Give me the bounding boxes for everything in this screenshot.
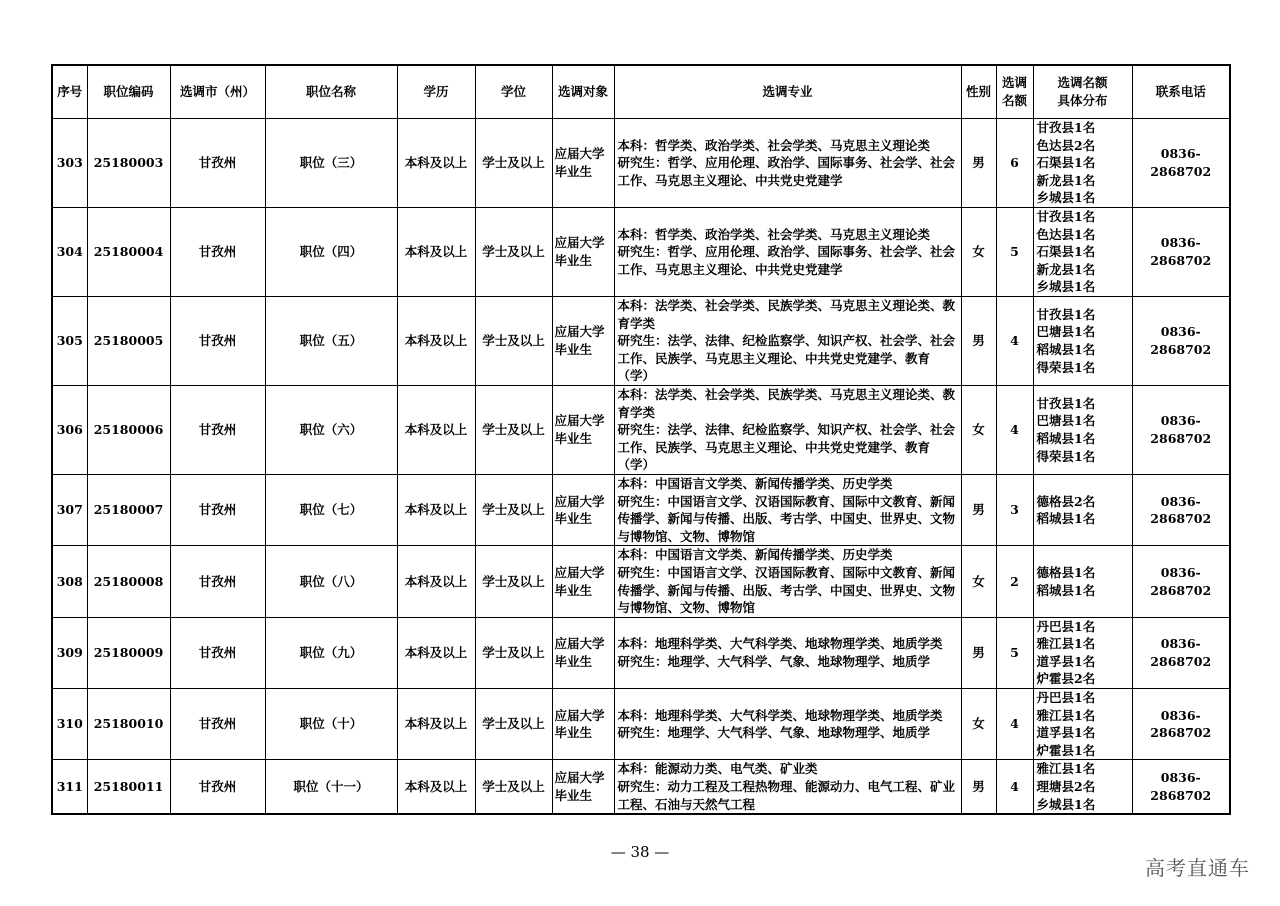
cell-edu: 本科及以上 (397, 474, 475, 545)
cell-degree: 学士及以上 (475, 474, 552, 545)
cell-target: 应届大学毕业生 (552, 296, 614, 385)
cell-name: 职位（七） (265, 474, 397, 545)
cell-target: 应届大学毕业生 (552, 207, 614, 296)
cell-city: 甘孜州 (170, 207, 265, 296)
cell-code: 25180010 (87, 689, 170, 760)
cell-phone: 0836-2868702 (1132, 385, 1230, 474)
cell-gender: 男 (961, 296, 996, 385)
header-major: 选调专业 (614, 65, 961, 119)
cell-edu: 本科及以上 (397, 296, 475, 385)
cell-major: 本科：哲学类、政治学类、社会学类、马克思主义理论类 研究生：哲学、应用伦理、政治学、国际事务、社会学、社会工作、马克思主义理论、中共党史党建学 (614, 207, 961, 296)
cell-name: 职位（九） (265, 617, 397, 688)
cell-phone: 0836-2868702 (1132, 760, 1230, 814)
cell-edu: 本科及以上 (397, 546, 475, 617)
cell-major: 本科：法学类、社会学类、民族学类、马克思主义理论类、教育学类 研究生：法学、法律、纪检监察学、知识产权、社会学、社会工作、民族学、马克思主义理论、中共党史党建学、教育（学） (614, 385, 961, 474)
cell-degree: 学士及以上 (475, 207, 552, 296)
cell-major: 本科：哲学类、政治学类、社会学类、马克思主义理论类 研究生：哲学、应用伦理、政治学、国际事务、社会学、社会工作、马克思主义理论、中共党史党建学 (614, 119, 961, 208)
cell-target: 应届大学毕业生 (552, 474, 614, 545)
cell-gender: 女 (961, 689, 996, 760)
cell-quota: 5 (996, 207, 1033, 296)
header-gender: 性别 (961, 65, 996, 119)
header-edu: 学历 (397, 65, 475, 119)
cell-dist: 甘孜县1名 色达县1名 石渠县1名 新龙县1名 乡城县1名 (1033, 207, 1132, 296)
cell-major: 本科：地理科学类、大气科学类、地球物理学类、地质学类 研究生：地理学、大气科学、气象、地球物理学、地质学 (614, 617, 961, 688)
cell-degree: 学士及以上 (475, 119, 552, 208)
cell-degree: 学士及以上 (475, 546, 552, 617)
cell-degree: 学士及以上 (475, 760, 552, 814)
cell-phone: 0836-2868702 (1132, 119, 1230, 208)
cell-quota: 4 (996, 385, 1033, 474)
table-row (52, 617, 1230, 688)
cell-name: 职位（三） (265, 119, 397, 208)
cell-edu: 本科及以上 (397, 760, 475, 814)
cell-name: 职位（十一） (265, 760, 397, 814)
cell-target: 应届大学毕业生 (552, 385, 614, 474)
cell-name: 职位（十） (265, 689, 397, 760)
header-seq: 序号 (52, 65, 87, 119)
cell-quota: 5 (996, 617, 1033, 688)
cell-phone: 0836-2868702 (1132, 689, 1230, 760)
cell-quota: 3 (996, 474, 1033, 545)
positions-table (51, 64, 1231, 815)
cell-quota: 4 (996, 760, 1033, 814)
header-code: 职位编码 (87, 65, 170, 119)
cell-name: 职位（五） (265, 296, 397, 385)
cell-gender: 男 (961, 760, 996, 814)
cell-target: 应届大学毕业生 (552, 546, 614, 617)
cell-edu: 本科及以上 (397, 689, 475, 760)
cell-edu: 本科及以上 (397, 385, 475, 474)
table-row (52, 207, 1230, 296)
cell-target: 应届大学毕业生 (552, 689, 614, 760)
cell-quota: 6 (996, 119, 1033, 208)
cell-name: 职位（四） (265, 207, 397, 296)
cell-city: 甘孜州 (170, 546, 265, 617)
cell-seq: 304 (52, 207, 87, 296)
cell-seq: 309 (52, 617, 87, 688)
cell-dist: 德格县1名 稻城县1名 (1033, 546, 1132, 617)
cell-code: 25180009 (87, 617, 170, 688)
cell-seq: 308 (52, 546, 87, 617)
cell-code: 25180004 (87, 207, 170, 296)
header-dist: 选调名额 具体分布 (1033, 65, 1132, 119)
cell-degree: 学士及以上 (475, 296, 552, 385)
cell-city: 甘孜州 (170, 617, 265, 688)
cell-city: 甘孜州 (170, 385, 265, 474)
cell-phone: 0836-2868702 (1132, 546, 1230, 617)
cell-phone: 0836-2868702 (1132, 617, 1230, 688)
cell-city: 甘孜州 (170, 689, 265, 760)
cell-seq: 310 (52, 689, 87, 760)
cell-city: 甘孜州 (170, 474, 265, 545)
cell-degree: 学士及以上 (475, 689, 552, 760)
header-name: 职位名称 (265, 65, 397, 119)
table-row (52, 119, 1230, 208)
cell-phone: 0836-2868702 (1132, 474, 1230, 545)
header-city: 选调市（州） (170, 65, 265, 119)
cell-dist: 丹巴县1名 雅江县1名 道孚县1名 炉霍县1名 (1033, 689, 1132, 760)
cell-quota: 2 (996, 546, 1033, 617)
cell-degree: 学士及以上 (475, 617, 552, 688)
header-quota: 选调 名额 (996, 65, 1033, 119)
cell-edu: 本科及以上 (397, 617, 475, 688)
header-target: 选调对象 (552, 65, 614, 119)
header-degree: 学位 (475, 65, 552, 119)
cell-target: 应届大学毕业生 (552, 119, 614, 208)
page-number: — 38 — (610, 843, 670, 861)
cell-dist: 甘孜县1名 巴塘县1名 稻城县1名 得荣县1名 (1033, 296, 1132, 385)
cell-seq: 303 (52, 119, 87, 208)
cell-name: 职位（六） (265, 385, 397, 474)
watermark: 高考直通车 (1145, 856, 1250, 880)
cell-degree: 学士及以上 (475, 385, 552, 474)
table-row (52, 296, 1230, 385)
cell-edu: 本科及以上 (397, 207, 475, 296)
cell-seq: 311 (52, 760, 87, 814)
cell-edu: 本科及以上 (397, 119, 475, 208)
cell-target: 应届大学毕业生 (552, 760, 614, 814)
cell-major: 本科：地理科学类、大气科学类、地球物理学类、地质学类 研究生：地理学、大气科学、气象、地球物理学、地质学 (614, 689, 961, 760)
cell-city: 甘孜州 (170, 760, 265, 814)
table-row (52, 546, 1230, 617)
cell-code: 25180008 (87, 546, 170, 617)
cell-dist: 丹巴县1名 雅江县1名 道孚县1名 炉霍县2名 (1033, 617, 1132, 688)
cell-code: 25180011 (87, 760, 170, 814)
cell-code: 25180006 (87, 385, 170, 474)
cell-phone: 0836-2868702 (1132, 296, 1230, 385)
table-row (52, 474, 1230, 545)
cell-seq: 305 (52, 296, 87, 385)
cell-quota: 4 (996, 296, 1033, 385)
cell-dist: 甘孜县1名 巴塘县1名 稻城县1名 得荣县1名 (1033, 385, 1132, 474)
table-row (52, 385, 1230, 474)
cell-gender: 女 (961, 546, 996, 617)
cell-code: 25180007 (87, 474, 170, 545)
cell-major: 本科：法学类、社会学类、民族学类、马克思主义理论类、教育学类 研究生：法学、法律、纪检监察学、知识产权、社会学、社会工作、民族学、马克思主义理论、中共党史党建学、教育（学） (614, 296, 961, 385)
cell-gender: 男 (961, 617, 996, 688)
header-phone: 联系电话 (1132, 65, 1230, 119)
table-row (52, 689, 1230, 760)
cell-dist: 德格县2名 稻城县1名 (1033, 474, 1132, 545)
cell-gender: 女 (961, 207, 996, 296)
cell-gender: 女 (961, 385, 996, 474)
cell-gender: 男 (961, 474, 996, 545)
cell-city: 甘孜州 (170, 296, 265, 385)
cell-target: 应届大学毕业生 (552, 617, 614, 688)
cell-code: 25180005 (87, 296, 170, 385)
cell-code: 25180003 (87, 119, 170, 208)
cell-gender: 男 (961, 119, 996, 208)
table-row (52, 760, 1230, 814)
table-header-row (52, 65, 1230, 119)
cell-phone: 0836-2868702 (1132, 207, 1230, 296)
cell-quota: 4 (996, 689, 1033, 760)
cell-dist: 雅江县1名 理塘县2名 乡城县1名 (1033, 760, 1132, 814)
cell-dist: 甘孜县1名 色达县2名 石渠县1名 新龙县1名 乡城县1名 (1033, 119, 1132, 208)
cell-city: 甘孜州 (170, 119, 265, 208)
cell-major: 本科：能源动力类、电气类、矿业类 研究生：动力工程及工程热物理、能源动力、电气工程、矿业工程、石油与天然气工程 (614, 760, 961, 814)
cell-major: 本科：中国语言文学类、新闻传播学类、历史学类 研究生：中国语言文学、汉语国际教育、国际中文教育、新闻传播学、新闻与传播、出版、考古学、中国史、世界史、文物与博物馆、文物、博物馆 (614, 546, 961, 617)
cell-seq: 307 (52, 474, 87, 545)
cell-seq: 306 (52, 385, 87, 474)
cell-major: 本科：中国语言文学类、新闻传播学类、历史学类 研究生：中国语言文学、汉语国际教育、国际中文教育、新闻传播学、新闻与传播、出版、考古学、中国史、世界史、文物与博物馆、文物、博物馆 (614, 474, 961, 545)
cell-name: 职位（八） (265, 546, 397, 617)
